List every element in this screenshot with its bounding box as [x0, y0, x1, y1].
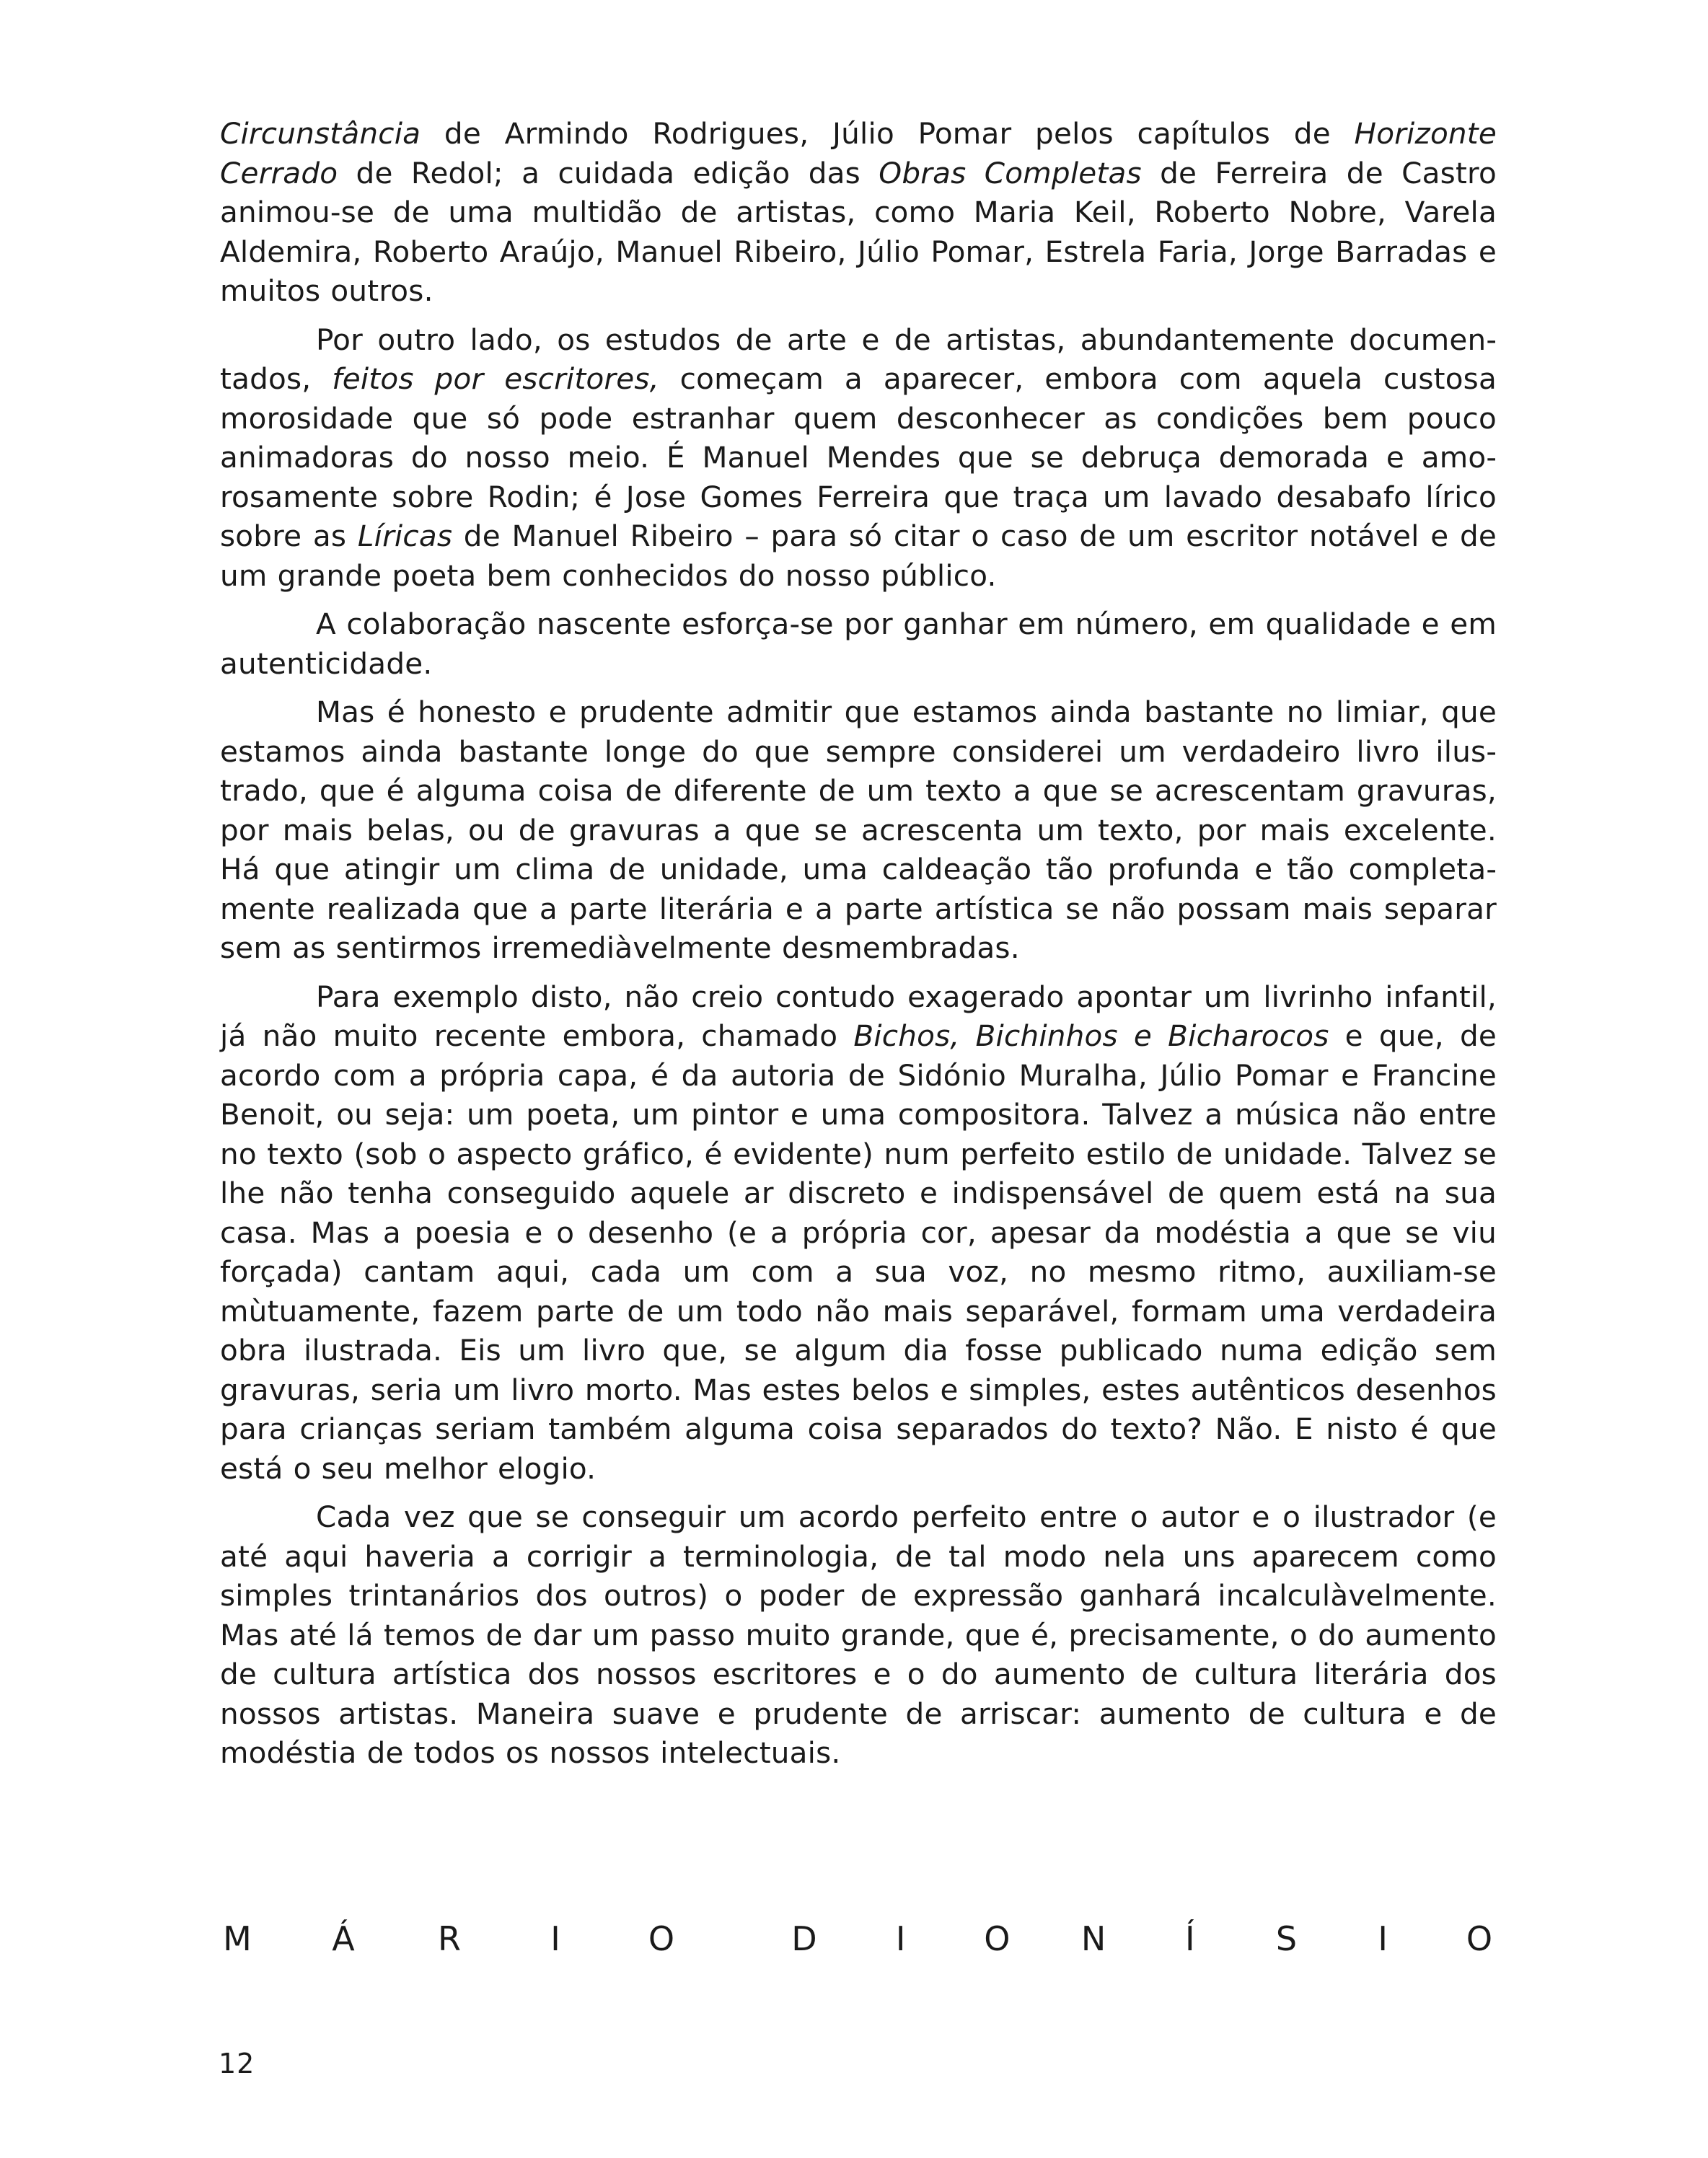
signature-letter: R	[438, 1919, 461, 1958]
italic-title: Bichos, Bichinhos e Bicharocos	[853, 1018, 1329, 1053]
signature-letter: O	[984, 1919, 1011, 1958]
signature-letter: O	[1466, 1919, 1493, 1958]
paragraph	[220, 114, 1497, 311]
text-run: começam a aparecer, embora com aquela custosa morosidade que só pode estranhar quem desconhecer as condições bem pouco animadoras do nosso meio. É Manuel Mendes que se debruça demorada e amorosamente sobre Rodin; é Jose Gomes Ferreira que traça um lavado desabafo lírico sobre as	[220, 361, 1497, 553]
text-run: de Redol; a cuidada edição das	[338, 155, 879, 190]
signature-letter: Í	[1185, 1919, 1195, 1958]
signature-letter: I	[895, 1919, 906, 1958]
text-run: Mas é honesto e prudente admitir que estamos ainda bastante no limiar, que estamos ainda bastante longe do que sempre considerei um verdadeiro livro ilustrado, que é alguma coisa de diferente de um texto a que se acrescentam gravuras, por mais belas, ou de gravuras a que se acrescenta um texto, por mais excelente. Há que atingir um clima de unidade, uma caldeação tão profunda e tão completamente realizada que a parte literária e a parte artística se não possam mais separar sem as sentirmos irremediàvelmente desmembradas.	[220, 695, 1497, 965]
text-run: de Armindo Rodrigues, Júlio Pomar pelos capítulos de	[421, 116, 1355, 151]
author-first-name	[220, 1919, 679, 1959]
italic-title: Obras Completas	[879, 155, 1142, 190]
paragraph	[220, 692, 1497, 968]
signature-letter: S	[1275, 1919, 1298, 1958]
author-signature	[220, 1919, 1497, 1959]
italic-phrase: feitos por escritores,	[332, 361, 659, 396]
text-run: e que, de acordo com a própria capa, é da autoria de Sidónio Muralha, Júlio Pomar e Francine Benoit, ou seja: um poeta, um pintor e uma compositora. Talvez a música não entre no texto (sob o aspecto gráfico, é evidente) num perfeito estilo de unidade. Talvez se lhe não tenha conseguido aquele ar discreto e indispensável de quem está na sua casa. Mas a poesia e o desenho (e a própria cor, apesar da modéstia a que se viu forçada) cantam aqui, cada um com a sua voz, no mesmo ritmo, auxiliam-se mùtuamente, fazem parte de um todo não mais separável, formam uma verdadeira obra ilustrada. Eis um livro que, se algum dia fosse publicado numa edição sem gravuras, seria um livro morto. Mas estes belos e simples, estes autênticos desenhos para crianças seriam também alguma coisa separados do texto? Não. E nisto é que está o seu melhor elogio.	[220, 1018, 1497, 1486]
text-run: de Manuel Ribeiro – para só citar o caso de um escritor notável e de um grande poeta bem conhecidos do nosso público.	[220, 519, 1497, 593]
text-run: de Ferreira de Castro animou-se de uma multidão de artistas, como Maria Keil, Roberto Nobre, Varela Aldemira, Roberto Araújo, Manuel Ribeiro, Júlio Pomar, Estrela Faria, Jorge Barradas e muitos outros.	[220, 155, 1497, 308]
signature-letter: N	[1080, 1919, 1106, 1958]
signature-letter: I	[550, 1919, 560, 1958]
signature-letter: M	[223, 1919, 252, 1958]
text-run: Cada vez que se conseguir um acordo perfeito entre o autor e o ilustrador (e até aqui haveria a corrigir a terminologia, de tal modo nela uns aparecem como simples trintanários dos outros) o poder de expressão ganhará incalculàvelmente. Mas até lá temos de dar um passo muito grande, que é, precisamente, o do aumento de cultura artística dos nossos escritores e o do aumento de cultura literária dos nossos artistas. Maneira suave e prudente de arriscar: aumento de cultura e de modéstia de todos os nossos intelectuais.	[220, 1499, 1497, 1770]
page-number: 12	[219, 2048, 255, 2079]
text-run: A colaboração nascente esforça-se por ganhar em número, em qualidade e em autenticidade.	[220, 607, 1497, 681]
signature-letter: D	[791, 1919, 817, 1958]
author-last-name	[787, 1919, 1497, 1959]
paragraph	[220, 604, 1497, 683]
text-run: Para exemplo disto, não creio contudo exagerado apontar um livrinho infantil, já não muito recente embora, chamado	[220, 979, 1497, 1053]
italic-title: Circunstância	[220, 116, 421, 151]
text-run: Por outro lado, os estudos de arte e de artistas, abundantemente documentados,	[220, 322, 1497, 396]
article-body	[220, 114, 1497, 1782]
signature-letter: O	[648, 1919, 675, 1958]
paragraph	[220, 320, 1497, 596]
signature-letter: Á	[332, 1919, 355, 1958]
italic-title: Líricas	[357, 519, 453, 553]
signature-letter: I	[1378, 1919, 1388, 1958]
paragraph	[220, 977, 1497, 1489]
italic-title: Horizonte Cerrado	[220, 116, 1497, 190]
paragraph	[220, 1497, 1497, 1773]
